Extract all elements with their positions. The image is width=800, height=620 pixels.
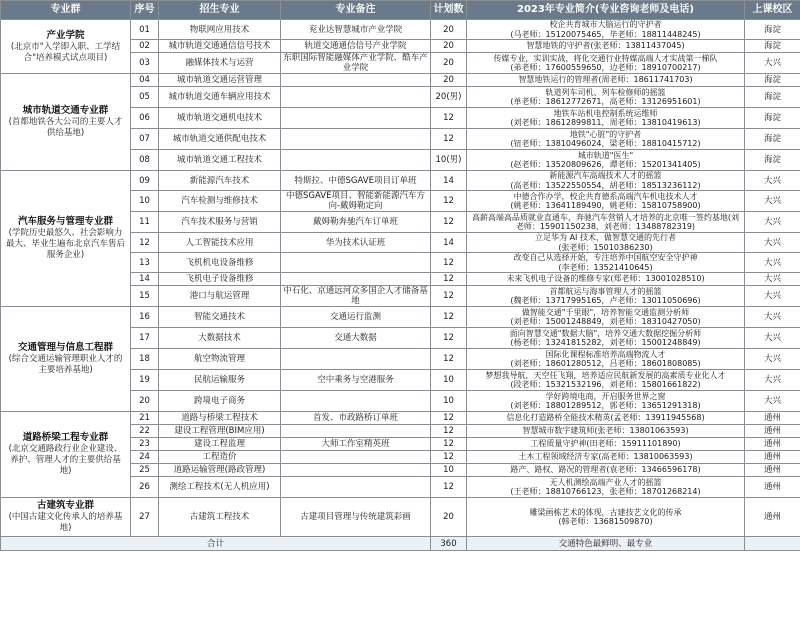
major-intro: 梦想我导航，天空任飞翔，培养适应民航新发展的高素质专业化人才 (段老师：15321532196，刘老师：15801661822) [467,370,745,391]
major-name: 城市轨道交通工程技术 [159,150,281,171]
row-number: 23 [131,438,159,451]
plan-count: 20 [431,53,467,74]
plan-count: 12 [431,412,467,425]
major-note [281,464,431,477]
row-number: 04 [131,74,159,87]
row-number: 15 [131,286,159,307]
major-note [281,477,431,498]
major-name: 跨境电子商务 [159,391,281,412]
campus-name: 大兴 [745,191,800,212]
row-number: 13 [131,253,159,273]
plan-count: 12 [431,425,467,438]
group-cell [1,20,131,74]
row-number: 07 [131,129,159,150]
row-number: 18 [131,349,159,370]
major-intro: 校企共育城市大脑运行的守护者 (马老师：15120075465，毕老师：18811448245) [467,20,745,40]
major-intro: 轨道列车司机、列车检修师的摇篮 (单老师：18612772671，高老师：13126951601) [467,87,745,108]
total-row [1,537,800,551]
campus-name: 大兴 [745,253,800,273]
major-name: 城市轨道交通通信信号技术 [159,40,281,53]
group-name: 汽车服务与管理专业群 [17,216,113,227]
major-name: 港口与航运管理 [159,286,281,307]
campus-name: 海淀 [745,87,800,108]
major-name: 城市轨道交通供配电技术 [159,129,281,150]
major-note [281,253,431,273]
major-note: 戴姆勒奔驰汽车订单班 [281,212,431,233]
major-intro: 立足华为 AI 技术，做智慧交通的先行者 (张老师：15010386230) [467,233,745,253]
row-number: 08 [131,150,159,171]
major-intro: 路产、路权、路况的管理者(袁老师：13466596178) [467,464,745,477]
plan-count: 20 [431,498,467,537]
campus-name: 通州 [745,451,800,464]
plan-count: 12 [431,273,467,286]
major-name: 城市轨道交通车辆应用技术 [159,87,281,108]
major-intro: 智慧城市数字建筑师(张老师：13801063593) [467,425,745,438]
major-note [281,150,431,171]
row-number: 27 [131,498,159,537]
total-note: 交通特色最鲜明、最专业 [467,537,745,551]
plan-count: 12 [431,477,467,498]
group-cell [1,74,131,171]
plan-count: 10 [431,391,467,412]
col-header-major: 招生专业 [159,1,281,20]
major-name: 城市轨道交通机电技术 [159,108,281,129]
total-empty [745,537,800,551]
row-number: 03 [131,53,159,74]
major-name: 飞机电子设备维修 [159,273,281,286]
group-note: (北京交通路政行业企业建设、养护、管理人才的主要供给基地) [8,444,123,476]
campus-name: 大兴 [745,370,800,391]
major-name: 汽车检测与维修技术 [159,191,281,212]
major-intro: 信息化打造路桥全能技术精英(孟老师：13911945568) [467,412,745,425]
plan-count: 12 [431,349,467,370]
col-header-intro: 2023年专业简介(专业咨询老师及电话) [467,1,745,20]
major-intro: 城市轨道"医生" (赵老师：13520809626，谭老师：15201341405) [467,150,745,171]
major-note: 空中乘务与空港服务 [281,370,431,391]
major-name: 航空物流管理 [159,349,281,370]
campus-name: 通州 [745,464,800,477]
campus-name: 大兴 [745,53,800,74]
plan-count: 14 [431,171,467,191]
major-note [281,74,431,87]
plan-count: 12 [431,307,467,328]
plan-count: 20 [431,20,467,40]
row-number: 10 [131,191,159,212]
major-name: 新能源汽车技术 [159,171,281,191]
plan-count: 12 [431,286,467,307]
major-note [281,349,431,370]
plan-count: 12 [431,191,467,212]
campus-name: 大兴 [745,286,800,307]
campus-name: 大兴 [745,273,800,286]
campus-name: 大兴 [745,233,800,253]
campus-name: 海淀 [745,150,800,171]
group-name: 城市轨道交通专业群 [22,105,109,116]
major-note: 华为技术认证班 [281,233,431,253]
table-row [1,412,800,425]
campus-name: 通州 [745,425,800,438]
row-number: 16 [131,307,159,328]
major-intro: 国际化课程标准培养高端物流人才 (刘老师：18601280512，吕老师：18601808085) [467,349,745,370]
group-note: (综合交通运输管理职业人才的主要培养基地) [8,354,123,375]
campus-name: 大兴 [745,212,800,233]
header-row [1,1,800,20]
row-number: 14 [131,273,159,286]
major-intro: 首都航运与海事管理人才的摇篮 (魏老师：13717995165，卢老师：13011050696) [467,286,745,307]
major-note [281,108,431,129]
campus-name: 海淀 [745,20,800,40]
plan-count: 12 [431,328,467,349]
major-name: 人工智能技术应用 [159,233,281,253]
major-name: 工程造价 [159,451,281,464]
major-intro: 未来飞机电子设备的维修专家(郑老师：13001028510) [467,273,745,286]
group-name: 道路桥梁工程专业群 [22,432,109,443]
major-name: 古建筑工程技术 [159,498,281,537]
major-note: 东职国际智能融媒体产业学院、酷车产业学院 [281,53,431,74]
col-header-group: 专业群 [1,1,131,20]
row-number: 19 [131,370,159,391]
major-note: 兖业达智慧城市产业学院 [281,20,431,40]
plan-count: 12 [431,129,467,150]
row-number: 17 [131,328,159,349]
row-number: 02 [131,40,159,53]
campus-name: 通州 [745,498,800,537]
plan-count: 12 [431,108,467,129]
group-note: (中国古建文化传承人的培养基地) [8,512,123,533]
major-name: 测绘工程技术(无人机应用) [159,477,281,498]
campus-name: 大兴 [745,391,800,412]
row-number: 06 [131,108,159,129]
major-note: 特斯拉、中德SGAVE项目订单班 [281,171,431,191]
major-note: 大师工作室精英班 [281,438,431,451]
major-intro: 智慧地铁运行的管理者(周老师：18611741703) [467,74,745,87]
major-note: 古建项目管理与传统建筑彩画 [281,498,431,537]
campus-name: 大兴 [745,349,800,370]
major-intro: 学好跨境电商，开启服务世界之窗 (刘老师：18801289512，郭老师：13651291318) [467,391,745,412]
campus-name: 大兴 [745,307,800,328]
campus-name: 通州 [745,477,800,498]
row-number: 25 [131,464,159,477]
table-row [1,498,800,537]
plan-count: 12 [431,212,467,233]
plan-count: 10 [431,370,467,391]
table-row [1,20,800,40]
major-name: 融媒体技术与运营 [159,53,281,74]
row-number: 01 [131,20,159,40]
major-note: 交通大数据 [281,328,431,349]
group-cell [1,171,131,307]
major-note: 中德SGAVE项目、智能新能源汽车方向-戴姆勒定向 [281,191,431,212]
row-number: 26 [131,477,159,498]
campus-name: 海淀 [745,108,800,129]
group-name: 产业学院 [46,29,85,41]
campus-name: 海淀 [745,40,800,53]
major-intro: 面向智慧交通"数据大脑"，培养交通大数据挖掘分析师 (杨老师：13241815282，刘老师：15001248849) [467,328,745,349]
plan-count: 20 [431,40,467,53]
plan-count: 12 [431,438,467,451]
row-number: 24 [131,451,159,464]
major-note: 交通运行监测 [281,307,431,328]
major-name: 建设工程监理 [159,438,281,451]
major-name: 道路与桥梁工程技术 [159,412,281,425]
row-number: 09 [131,171,159,191]
major-intro: 传媒专业，实训实战，将化交通行业特媒高端人才实战第一梯队 (弟老师：17600559650，边老师：18910700217) [467,53,745,74]
major-name: 建设工程管理(BIM应用) [159,425,281,438]
col-header-no: 序号 [131,1,159,20]
major-name: 城市轨道交通运营管理 [159,74,281,87]
col-header-plan: 计划数 [431,1,467,20]
table-row [1,307,800,328]
plan-count: 20(男) [431,87,467,108]
total-plan: 360 [431,537,467,551]
campus-name: 海淀 [745,129,800,150]
group-note: (北京市"入学即入职、工学结合"培养模式试点项目) [10,41,121,63]
group-name: 古建筑专业群 [36,500,94,511]
table-row [1,171,800,191]
major-note: 首发、市政路桥订单班 [281,412,431,425]
major-name: 汽车技术服务与营销 [159,212,281,233]
campus-name: 通州 [745,412,800,425]
major-intro: 地铁"心脏"的守护者 (钮老师：13810496024，梁老师：18810415712) [467,129,745,150]
plan-count: 20 [431,74,467,87]
major-note: 中石化、京通远河众多国企人才储备基地 [281,286,431,307]
table-row [1,74,800,87]
major-intro: 高薪高端高品质就业直通车，奔驰汽车营销人才培养的北京唯一签约基地(刘老师：15901150238，刘老师：13488782319) [467,212,745,233]
major-intro: 工程质量守护神(田老师：15911101890) [467,438,745,451]
major-note [281,451,431,464]
row-number: 22 [131,425,159,438]
major-intro: 中德合作办学，校企共育德系高端汽车机电技术人才 (姚老师：13641189490，姚老师：15810758900) [467,191,745,212]
major-note [281,273,431,286]
major-intro: 新能源汽车高端技术人才的摇篮 (高老师：13522550554，胡老师：18513236112) [467,171,745,191]
major-intro: 土木工程领域经济专家(高老师：13810063593) [467,451,745,464]
major-name: 道路运输管理(路政管理) [159,464,281,477]
campus-name: 大兴 [745,328,800,349]
row-number: 11 [131,212,159,233]
row-number: 21 [131,412,159,425]
major-intro: 无人机测绘高端产业人才的摇篮 (王老师：18810766123，张老师：18701268214) [467,477,745,498]
group-cell [1,307,131,412]
major-intro: 智慧地铁的守护者(张老师：13811437045) [467,40,745,53]
row-number: 05 [131,87,159,108]
plan-count: 10 [431,464,467,477]
group-note: (学院历史最悠久、社会影响力最大、毕业生遍布北京汽车售后服务企业) [5,228,125,260]
campus-name: 海淀 [745,74,800,87]
major-intro: 地铁车站机电控制系统运维师 (刘老师：18612899811，周老师：13810419613) [467,108,745,129]
major-name: 智能交通技术 [159,307,281,328]
major-intro: 改变自己从选择开始，专注培养中国航空安全守护神 (李老师：13521410645) [467,253,745,273]
plan-count: 12 [431,451,467,464]
group-cell [1,412,131,498]
row-number: 12 [131,233,159,253]
campus-name: 通州 [745,438,800,451]
plan-count: 10(男) [431,150,467,171]
major-name: 飞机机电设备维修 [159,253,281,273]
plan-count: 12 [431,253,467,273]
campus-name: 大兴 [745,171,800,191]
major-name: 民航运输服务 [159,370,281,391]
row-number: 20 [131,391,159,412]
major-intro: 做智能交通"千里眼"，培养智能交通监测分析师 (刘老师：15001248849，刘老师：18310427050) [467,307,745,328]
major-name: 物联网应用技术 [159,20,281,40]
major-note [281,87,431,108]
major-note [281,391,431,412]
major-name: 大数据技术 [159,328,281,349]
major-note [281,425,431,438]
col-header-campus: 上课校区 [745,1,800,20]
plan-count: 14 [431,233,467,253]
major-intro: 雕梁画栋艺术的体现，古建技艺文化的传承 (韩老师：13681509870) [467,498,745,537]
col-header-note: 专业备注 [281,1,431,20]
group-name: 交通管理与信息工程群 [17,342,113,353]
major-note: 轨道交通通信信号产业学院 [281,40,431,53]
major-note [281,129,431,150]
group-cell [1,498,131,537]
group-note: (首都地铁各大公司的主要人才供给基地) [8,117,123,138]
total-label: 合计 [1,537,431,551]
